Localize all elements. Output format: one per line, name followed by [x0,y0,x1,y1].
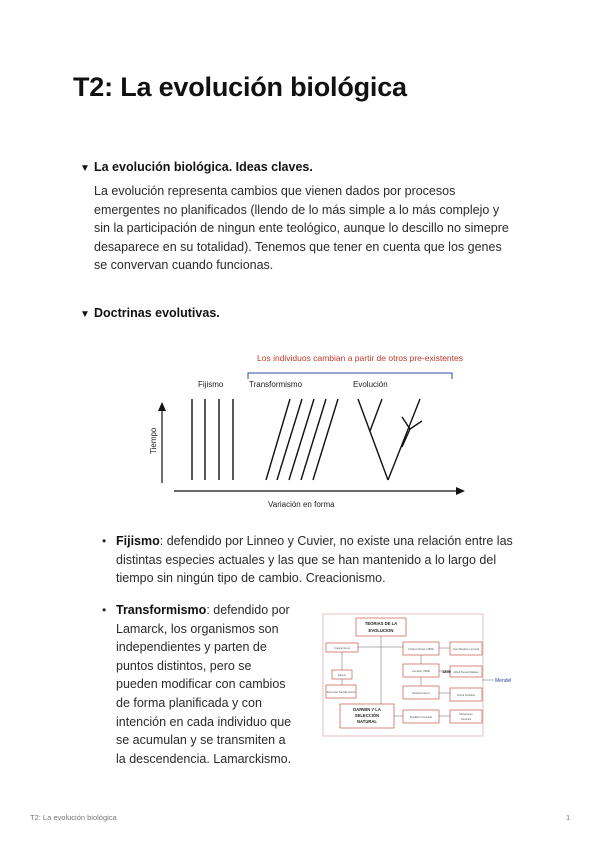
bullet-transformismo [102,601,316,768]
time-arrow-icon [158,402,166,411]
map-top-line: EVOLUCION [368,628,394,633]
map-darwin-line: DARWIN Y LA [353,707,381,712]
footer-title: T2: La evolución biológica [30,813,117,822]
label-fijismo: Fijismo [198,380,224,389]
transformismo-lines [266,399,338,480]
svg-text:Teoría Sintética: Teoría Sintética [457,694,475,697]
evolution-tree [358,399,422,480]
caption-bracket [248,373,452,379]
fijismo-lines [192,399,233,480]
bullet-line: independientes y parten de [116,640,267,655]
toggle-heading: La evolución biológica. Ideas claves. [94,160,313,174]
map-side-label: Mendel [495,678,512,684]
svg-text:Lamarck (1809): Lamarck (1809) [411,670,431,673]
paragraph-line: desaparece en su totalidad). Tenemos que tener en cuenta que los genes [94,239,502,254]
label-transformismo: Transformismo [249,380,303,389]
concept-map-image [318,612,528,738]
svg-text:Jean Baptiste Lamarck: Jean Baptiste Lamarck [452,648,480,651]
paragraph-line: sin la participación de ningun ente teológico, aunque lo descillo no simepre [94,221,509,236]
footer-page-number: 1 [566,813,571,822]
svg-text:Equilibrio Puntuado: Equilibrio Puntuado [409,716,433,719]
axis-x-label: Variación en forma [268,500,335,509]
bullet-line: : defendido por [206,603,290,617]
map-year: 1859 [442,669,451,674]
paragraph-line: emergentes no planificados (llendo de lo más simple a lo más complejo y [94,202,500,217]
bullet-line: distintas especies actuales y las que se han mantenido a lo largo del [116,552,497,567]
bullet-fijismo [102,532,536,588]
label-evolucion: Evolución [353,380,388,389]
bullet-line: de forma planificada y con [116,695,262,710]
term-fijismo: Fijismo [116,534,160,548]
doctrines-diagram [140,345,480,515]
bullet-dot-icon: • [102,534,107,548]
bullet-line: intención en cada individuo que [116,714,292,729]
toggle-heading: Doctrinas evolutivas. [94,306,220,320]
svg-text:Genética: Genética [460,718,472,721]
variation-arrow-icon [456,487,465,495]
ideas-paragraph [94,182,534,275]
svg-text:Neodarwinismo: Neodarwinismo [412,692,430,695]
diagram-caption: Los individuos cambian a partir de otros pre-existentes [257,353,463,363]
bullet-line: pueden modificar con cambios [116,677,286,692]
axis-y-label: Tiempo [149,427,158,454]
bullet-line: se acumulan y se transmiten a [116,733,286,748]
page-title: T2: La evolución biológica [73,72,407,102]
toggle-triangle-icon[interactable]: ▼ [80,163,90,174]
svg-text:Charles Darwin (1809): Charles Darwin (1809) [408,648,434,651]
bullet-line: tiempo sin ningún tipo de cambio. Creacionismo. [116,571,386,586]
paragraph-line: se convervan cuando funcionas. [94,258,274,273]
toggle-triangle-icon[interactable]: ▼ [80,309,90,320]
map-top-line: TEORIAS DE LA [364,621,398,626]
map-darwin-line: SELECCIÓN [354,713,380,718]
term-transformismo: Transformismo [116,603,207,617]
svg-text:Fijismo: Fijismo [337,674,347,677]
paragraph-line: La evolución representa cambios que vienen dados por procesos [94,184,456,198]
svg-text:Teoría del Transformismo: Teoría del Transformismo [326,691,356,694]
bullet-line: puntos distintos, pero se [116,658,252,673]
svg-text:Alfred Russel Wallace: Alfred Russel Wallace [453,671,479,674]
svg-text:Mutaciones: Mutaciones [459,713,473,716]
bullet-line: la descendencia. Lamarckismo. [116,751,292,766]
toggle-doctrinas[interactable] [80,306,220,320]
bullet-line: Lamarck, los organismos son [116,621,279,636]
bullet-line: : defendido por Linneo y Cuvier, no existe una relación entre las [159,534,513,548]
toggle-ideas-claves[interactable] [80,160,313,174]
bullet-dot-icon: • [102,603,107,617]
svg-text:Creacionismo: Creacionismo [334,647,350,650]
map-darwin-line: NATURAL [357,719,377,724]
